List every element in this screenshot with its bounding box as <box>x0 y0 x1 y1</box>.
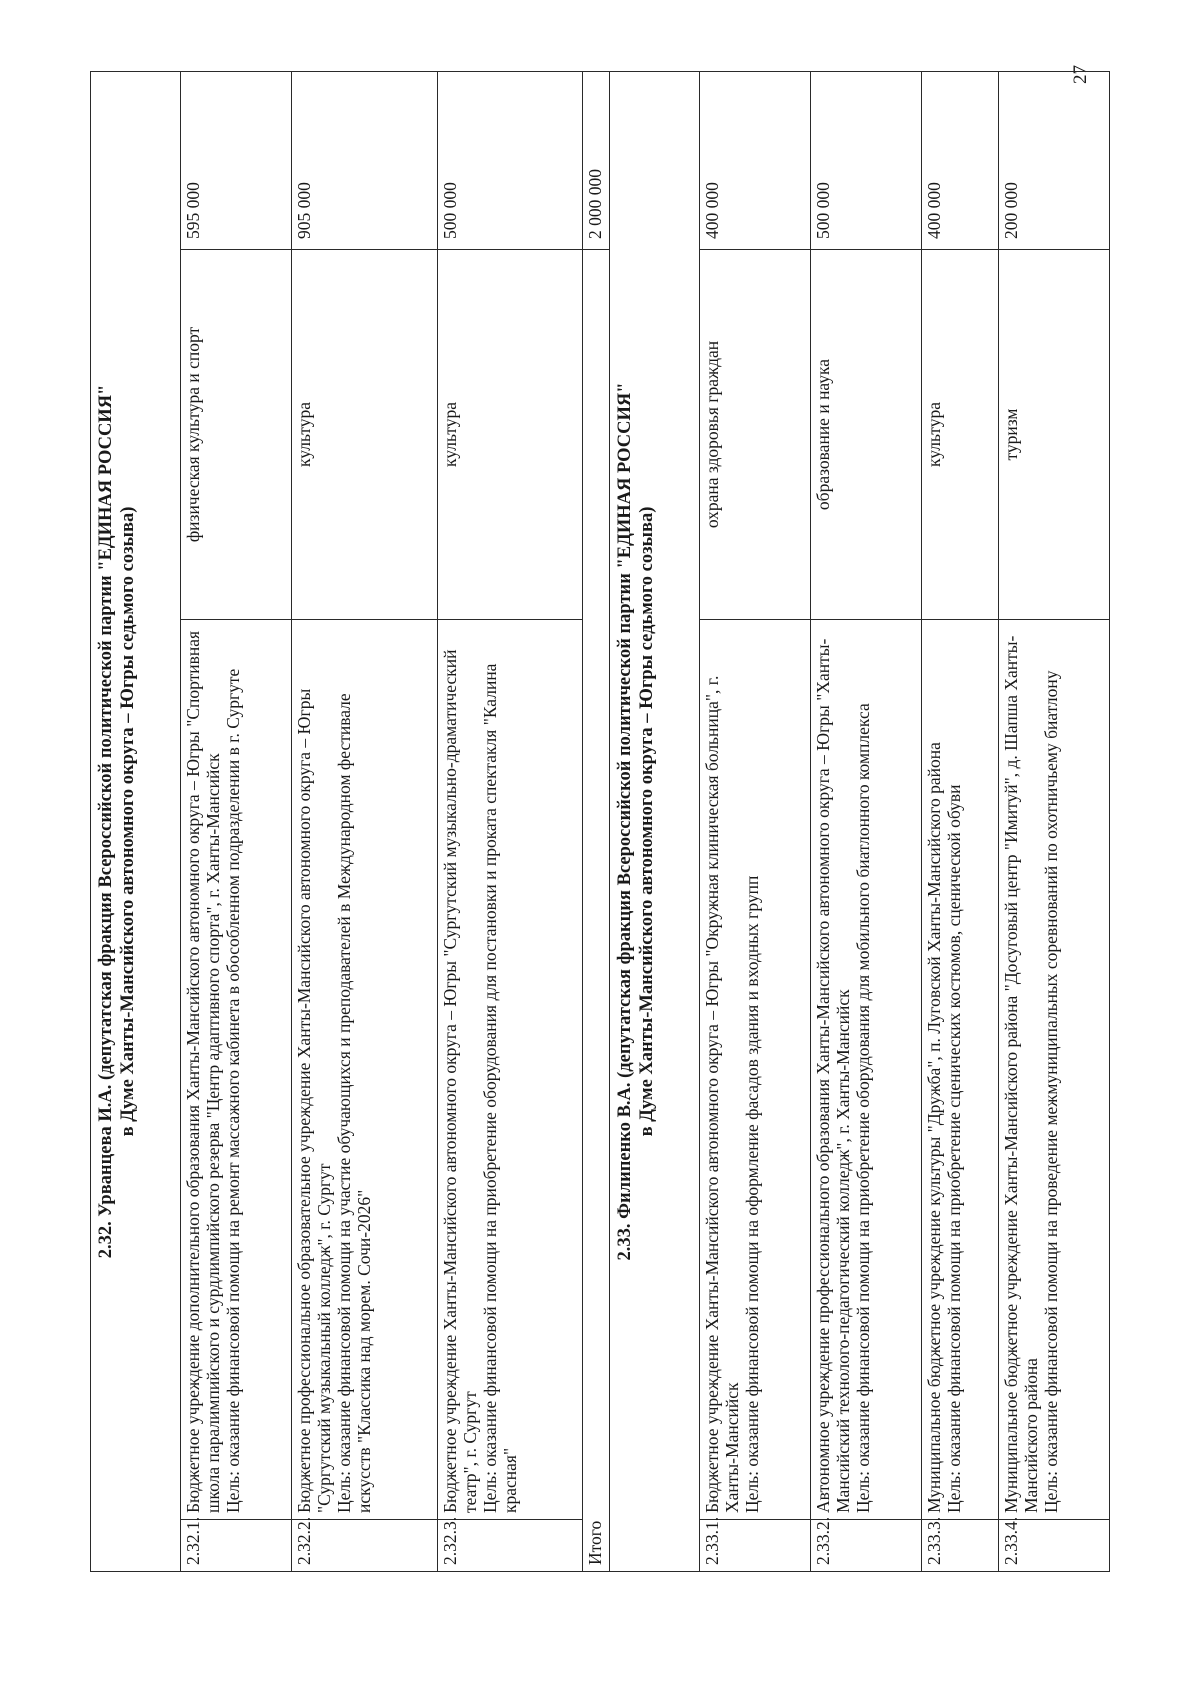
amount: 200 000 <box>998 71 1109 249</box>
goal-text: Цель: оказание финансовой помощи на приобретение оборудования для мобильного биатлонного комплекса <box>853 703 874 1513</box>
section-header-line2: в Думе Ханты-Мансийского автономного округа – Югры седьмого созыва) <box>636 506 657 1137</box>
row-number: 2.33.2. <box>811 1520 922 1572</box>
row-description <box>700 620 811 1520</box>
row-description <box>181 620 292 1520</box>
amount: 500 000 <box>437 71 582 249</box>
organization-name: Бюджетное учреждение Ханты-Мансийского автономного округа – Югры "Окружная клиническая больница", г. Ханты-Мансийск <box>702 675 743 1513</box>
section-header-line2: в Думе Ханты-Мансийского автономного округа – Югры седьмого созыва) <box>118 506 138 1137</box>
section-header-line1: 2.33. Филипенко В.А. (депутатская фракция Всероссийской политической партии "ЕДИНАЯ РОССИЯ" <box>614 382 635 1261</box>
table-row <box>437 71 582 1571</box>
row-description <box>811 620 922 1520</box>
table-row <box>181 71 292 1571</box>
row-number: 2.32.2. <box>292 1520 437 1572</box>
row-number: 2.33.3. <box>922 1520 999 1572</box>
goal-text: Цель: оказание финансовой помощи на проведение межмуниципальных соревнований по охотничьему биатлону <box>1040 670 1061 1513</box>
goal-text: Цель: оказание финансовой помощи на приобретение оборудования для постановки и проката спектакля "Калина красная" <box>479 663 520 1513</box>
sphere: охрана здоровья граждан <box>700 250 811 620</box>
document-table-rotated <box>90 72 1110 1572</box>
organization-name: Муниципальное бюджетное учреждение Ханты-Мансийского района "Досуговый центр "Имитуй", д. Шапша Ханты-Мансийского района <box>1000 635 1041 1513</box>
amount: 500 000 <box>811 71 922 249</box>
row-description <box>998 620 1109 1520</box>
row-number: 2.33.1. <box>700 1520 811 1572</box>
amount: 400 000 <box>922 71 999 249</box>
organization-name: Бюджетное учреждение Ханты-Мансийского автономного округа – Югры "Сургутский музыкально-драматический театр", г. Сургут <box>439 649 480 1513</box>
amount: 905 000 <box>292 71 437 249</box>
row-number: 2.32.3. <box>437 1520 582 1572</box>
section-header <box>91 71 181 1571</box>
sphere: культура <box>922 250 999 620</box>
table-row <box>292 71 437 1571</box>
sphere: культура <box>292 250 437 620</box>
goal-text: Цель: оказание финансовой помощи на участие обучающихся и преподавателей в Международном фестивале искусств "Классика над морем. Сочи-2026" <box>334 693 375 1513</box>
goal-text: Цель: оказание финансовой помощи на оформление фасадов здания и входных групп <box>742 875 763 1513</box>
sphere: образование и наука <box>811 250 922 620</box>
amount: 595 000 <box>181 71 292 249</box>
sphere: культура <box>437 250 582 620</box>
total-row <box>582 71 609 1571</box>
total-label: Итого <box>582 250 609 1572</box>
row-description <box>922 620 999 1520</box>
table-row <box>922 71 999 1571</box>
subsidy-table <box>90 71 1110 1572</box>
organization-name: Бюджетное профессиональное образовательное учреждение Ханты-Мансийского автономного округа – Югры "Сургутский музыкальный колледж", г. Сургут <box>294 688 335 1513</box>
table-row <box>998 71 1109 1571</box>
organization-name: Автономное учреждение профессионального образования Ханты-Мансийского автономного округа – Югры "Ханты-Мансийский технолого-педагогический колледж", г. Ханты-Мансийск <box>813 638 854 1513</box>
page-number: 27 <box>1070 65 1091 84</box>
total-amount: 2 000 000 <box>582 71 609 249</box>
table-row <box>700 71 811 1571</box>
goal-text: Цель: оказание финансовой помощи на ремонт массажного кабинета в обособленном подразделении в г. Сургуте <box>223 668 244 1513</box>
organization-name: Бюджетное учреждение дополнительного образования Ханты-Мансийского автономного округа – Югры "Спортивная школа паралимпийского и сурдлимпийского резерва "Центр адаптивного спорта", г. Ханты-Мансийск <box>183 630 224 1513</box>
row-description <box>437 620 582 1520</box>
sphere: физическая культура и спорт <box>181 250 292 620</box>
row-number: 2.32.1. <box>181 1520 292 1572</box>
section-header-line1: 2.32. Урванцева И.А. (депутатская фракция Всероссийской политической партии "ЕДИНАЯ РОССИЯ" <box>96 384 116 1259</box>
organization-name: Муниципальное бюджетное учреждение культуры "Дружба", п. Луговской Ханты-Мансийского района <box>924 742 945 1513</box>
table-row <box>811 71 922 1571</box>
section-header <box>609 71 699 1571</box>
row-description <box>292 620 437 1520</box>
amount: 400 000 <box>700 71 811 249</box>
sphere: туризм <box>998 250 1109 620</box>
row-number: 2.33.4. <box>998 1520 1109 1572</box>
goal-text: Цель: оказание финансовой помощи на приобретение сценических костюмов, сценической обуви <box>944 784 965 1513</box>
